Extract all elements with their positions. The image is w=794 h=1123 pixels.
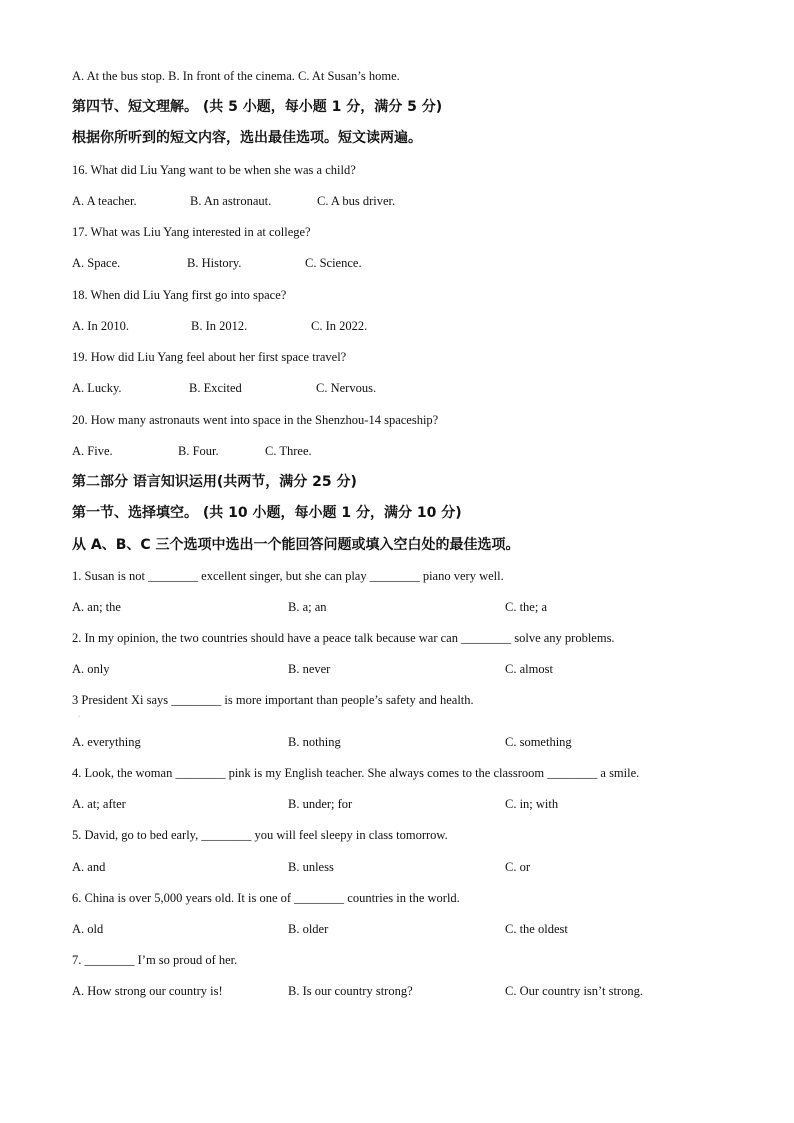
option-a: A. Five. [72,444,113,458]
option-b: B. nothing [288,735,341,749]
option-c: C. almost [505,662,553,676]
option-a: A. A teacher. [72,194,137,208]
option-b: B. Excited [189,381,242,395]
option-b: B. under; for [288,797,353,811]
question-16: 16. What did Liu Yang want to be when she was a child? [72,163,356,177]
option-c: C. Science. [305,256,362,270]
question-4: 4. Look, the woman ________ pink is my English teacher. She always comes to the classroom ________ a smile. [72,766,640,780]
section4-instruction: 根据你所听到的短文内容，选出最佳选项。短文读两遍。 [72,130,422,146]
option-c: C. Nervous. [316,381,377,395]
option-b: B. Four. [178,444,219,458]
question-7: 7. ________ I’m so proud of her. [72,953,238,967]
option-b: B. History. [187,256,242,270]
option-a: A. How strong our country is! [72,984,223,998]
question-19: 19. How did Liu Yang feel about her first space travel? [72,350,347,364]
stray-dot-mark: · [78,714,80,720]
option-c: C. the oldest [505,922,568,936]
question-20: 20. How many astronauts went into space in the Shenzhou-14 spaceship? [72,413,439,427]
option-c: C. A bus driver. [317,194,396,208]
option-b: B. In 2012. [191,319,248,333]
option-a: A. and [72,860,106,874]
option-a: A. old [72,922,104,936]
option-a: A. everything [72,735,141,749]
option-a: A. at; after [72,797,126,811]
question-1: 1. Susan is not ________ excellent singer, but she can play ________ piano very well. [72,569,504,583]
option-c: C. the; a [505,600,548,614]
option-a: A. Lucky. [72,381,122,395]
question-5: 5. David, go to bed early, ________ you will feel sleepy in class tomorrow. [72,828,448,842]
option-b: B. older [288,922,329,936]
option-a: A. an; the [72,600,121,614]
part2-title: 第二部分 语言知识运用(共两节，满分 25 分) [72,474,357,490]
question-3: 3 President Xi says ________ is more important than people’s safety and health. [72,693,474,707]
part2-instruction: 从 A、B、C 三个选项中选出一个能回答问题或填入空白处的最佳选项。 [72,537,520,553]
option-a: A. only [72,662,110,676]
option-c: C. In 2022. [311,319,368,333]
option-b: B. a; an [288,600,327,614]
part2-section1-title: 第一节、选择填空。 (共 10 小题，每小题 1 分，满分 10 分) [72,505,462,521]
question-6: 6. China is over 5,000 years old. It is one of ________ countries in the world. [72,891,460,905]
option-c: C. Three. [265,444,312,458]
top-options-line: A. At the bus stop. B. In front of the cinema. C. At Susan’s home. [72,69,400,83]
option-c: C. Our country isn’t strong. [505,984,643,998]
option-a: A. In 2010. [72,319,129,333]
question-18: 18. When did Liu Yang first go into space? [72,288,287,302]
option-a: A. Space. [72,256,121,270]
option-c: C. in; with [505,797,559,811]
option-b: B. unless [288,860,334,874]
option-c: C. something [505,735,572,749]
option-c: C. or [505,860,530,874]
option-b: B. Is our country strong? [288,984,413,998]
section4-title: 第四节、短文理解。 (共 5 小题，每小题 1 分，满分 5 分) [72,99,443,115]
option-b: B. never [288,662,331,676]
question-17: 17. What was Liu Yang interested in at college? [72,225,311,239]
question-2: 2. In my opinion, the two countries should have a peace talk because war can ________ solve any problems. [72,631,615,645]
option-b: B. An astronaut. [190,194,272,208]
